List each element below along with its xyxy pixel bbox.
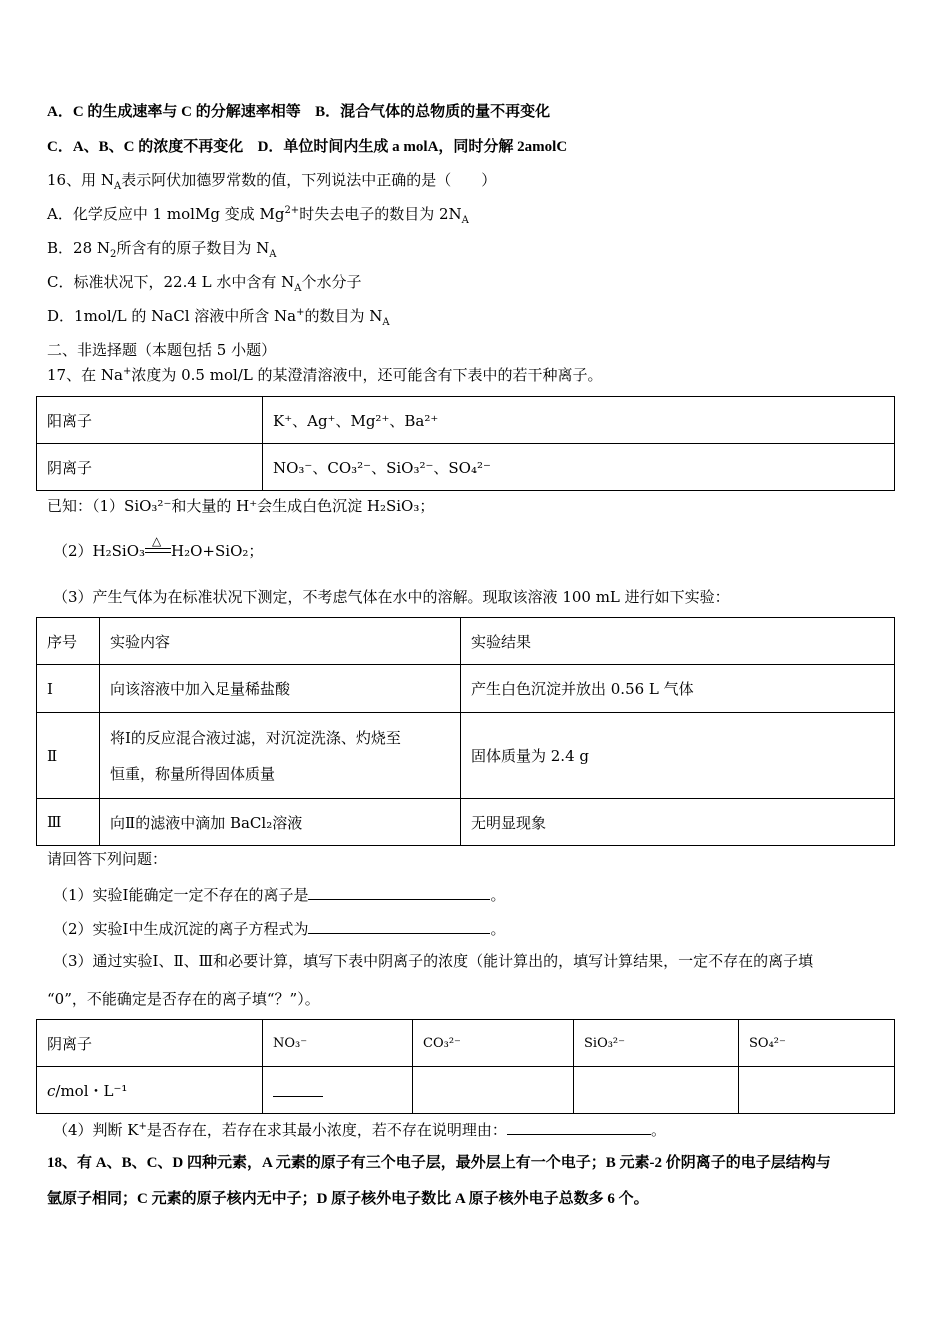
concentration-table-header <box>37 1020 895 1067</box>
experiment-no: Ⅲ <box>37 799 100 846</box>
conc-row-label: c/mol・L⁻¹ <box>37 1067 263 1114</box>
experiment-no: Ⅱ <box>37 713 100 799</box>
experiment-table <box>36 617 895 846</box>
q18-line-2: 氩原子相同；C 元素的原子核内无中子；D 原子核外电子数比 A 原子核外电子总数多 6 个。 <box>47 1191 649 1207</box>
q18-line-1: 18、有 A、B、C、D 四种元素，A 元素的原子有三个电子层，最外层上有一个电子；B 元素-2 价阴离子的电子层结构与 <box>47 1155 831 1171</box>
header-result: 实验结果 <box>461 618 895 665</box>
q16-option-d: D．1mol/L 的 NaCl 溶液中所含 Na+的数目为 $N_A$ <box>47 307 390 328</box>
conc-cell-sio3[interactable] <box>574 1067 739 1114</box>
q15-option-a: A．C 的生成速率与 C 的分解速率相等 <box>47 104 301 120</box>
q15-option-line-1 <box>47 101 550 122</box>
experiment-result: 无明显现象 <box>461 799 895 846</box>
experiment-no: Ⅰ <box>37 665 100 713</box>
ion-table-cation-label: 阳离子 <box>37 397 263 444</box>
ion-table-anion-value: NO₃⁻、CO₃²⁻、SiO₃²⁻、SO₄²⁻ <box>263 444 895 491</box>
conc-cell-no3[interactable] <box>263 1067 413 1114</box>
ion-table-row-cation <box>37 397 895 444</box>
q15-option-d: D．单位时间内生成 a molA，同时分解 2amolC <box>257 139 568 155</box>
q17-ask: 请回答下列问题： <box>47 850 168 868</box>
heating-equals-sign: △ <box>145 545 171 559</box>
q17-sub-1: （1）实验Ⅰ能确定一定不存在的离子是 。 <box>53 883 506 905</box>
q17-sub-3-line-1: （3）通过实验Ⅰ、Ⅱ、Ⅲ和必要计算，填写下表中阴离子的浓度（能计算出的，填写计算结果，一定不存在的离子填 <box>53 952 814 970</box>
answer-blank-4[interactable] <box>507 1118 651 1135</box>
conc-header-label: 阴离子 <box>37 1020 263 1067</box>
experiment-result: 产生白色沉淀并放出 0.56 L 气体 <box>461 665 895 713</box>
experiment-row <box>37 665 895 713</box>
ion-table-row-anion <box>37 444 895 491</box>
q17-sub-4: （4）判断 K+是否存在，若存在求其最小浓度，若不存在说明理由： 。 <box>53 1118 666 1140</box>
experiment-content: 将Ⅰ的反应混合液过滤，对沉淀洗涤、灼烧至 恒重，称量所得固体质量 <box>100 713 461 799</box>
concentration-table <box>36 1019 895 1114</box>
q16-option-b: B．28 $N_2$所含有的原子数目为 $N_A$ <box>47 239 277 260</box>
ion-table-cation-value: K⁺、Ag⁺、Mg²⁺、Ba²⁺ <box>263 397 895 444</box>
ion-table <box>36 396 895 491</box>
q16-option-c: C．标准状况下，22.4 L 水中含有 $N_A$个水分子 <box>47 273 362 294</box>
experiment-row <box>37 799 895 846</box>
q17-known-1: 已知：（1）SiO₃²⁻和大量的 H⁺会生成白色沉淀 H₂SiO₃； <box>47 497 435 515</box>
conc-header-sio3: SiO₃²⁻ <box>574 1020 739 1067</box>
conc-header-no3: NO₃⁻ <box>263 1020 413 1067</box>
q17-known-2: （2）H₂SiO₃ △ H₂O+SiO₂； <box>53 534 264 560</box>
answer-blank-no3[interactable] <box>273 1080 323 1097</box>
q16-stem: 16、用 $N_A$表示阿伏加德罗常数的值，下列说法中正确的是（ ） <box>47 171 497 192</box>
section-title: 二、非选择题（本题包括 5 小题） <box>47 341 277 359</box>
conc-header-co3: CO₃²⁻ <box>413 1020 574 1067</box>
conc-cell-co3[interactable] <box>413 1067 574 1114</box>
conc-header-so4: SO₄²⁻ <box>739 1020 895 1067</box>
q17-stem: 17、在 Na+浓度为 0.5 mol/L 的某澄清溶液中，还可能含有下表中的若干种离子。 <box>47 366 603 384</box>
q15-option-c: C．A、B、C 的浓度不再变化 <box>47 139 244 155</box>
answer-blank-2[interactable] <box>308 917 490 934</box>
experiment-content: 向Ⅱ的滤液中滴加 BaCl₂溶液 <box>100 799 461 846</box>
q15-option-b: B．混合气体的总物质的量不再变化 <box>315 104 551 120</box>
q17-sub-3-line-2: “0”，不能确定是否存在的离子填“？”）。 <box>47 990 320 1008</box>
q15-option-line-2 <box>47 136 567 157</box>
experiment-content: 向该溶液中加入足量稀盐酸 <box>100 665 461 713</box>
header-content: 实验内容 <box>100 618 461 665</box>
q17-known-3: （3）产生气体为在标准状况下测定，不考虑气体在水中的溶解。现取该溶液 100 mL 进行如下实验： <box>53 588 730 606</box>
ion-table-anion-label: 阴离子 <box>37 444 263 491</box>
q16-option-a: A．化学反应中 1 molMg 变成 $Mg^{2+}$时失去电子的数目为 $2N_A$ <box>47 205 469 226</box>
experiment-result: 固体质量为 2.4 g <box>461 713 895 799</box>
answer-blank-1[interactable] <box>308 883 490 900</box>
conc-cell-so4[interactable] <box>739 1067 895 1114</box>
concentration-table-row <box>37 1067 895 1114</box>
experiment-table-header <box>37 618 895 665</box>
experiment-row <box>37 713 895 799</box>
q17-sub-2: （2）实验Ⅰ中生成沉淀的离子方程式为 。 <box>53 917 506 939</box>
header-no: 序号 <box>37 618 100 665</box>
